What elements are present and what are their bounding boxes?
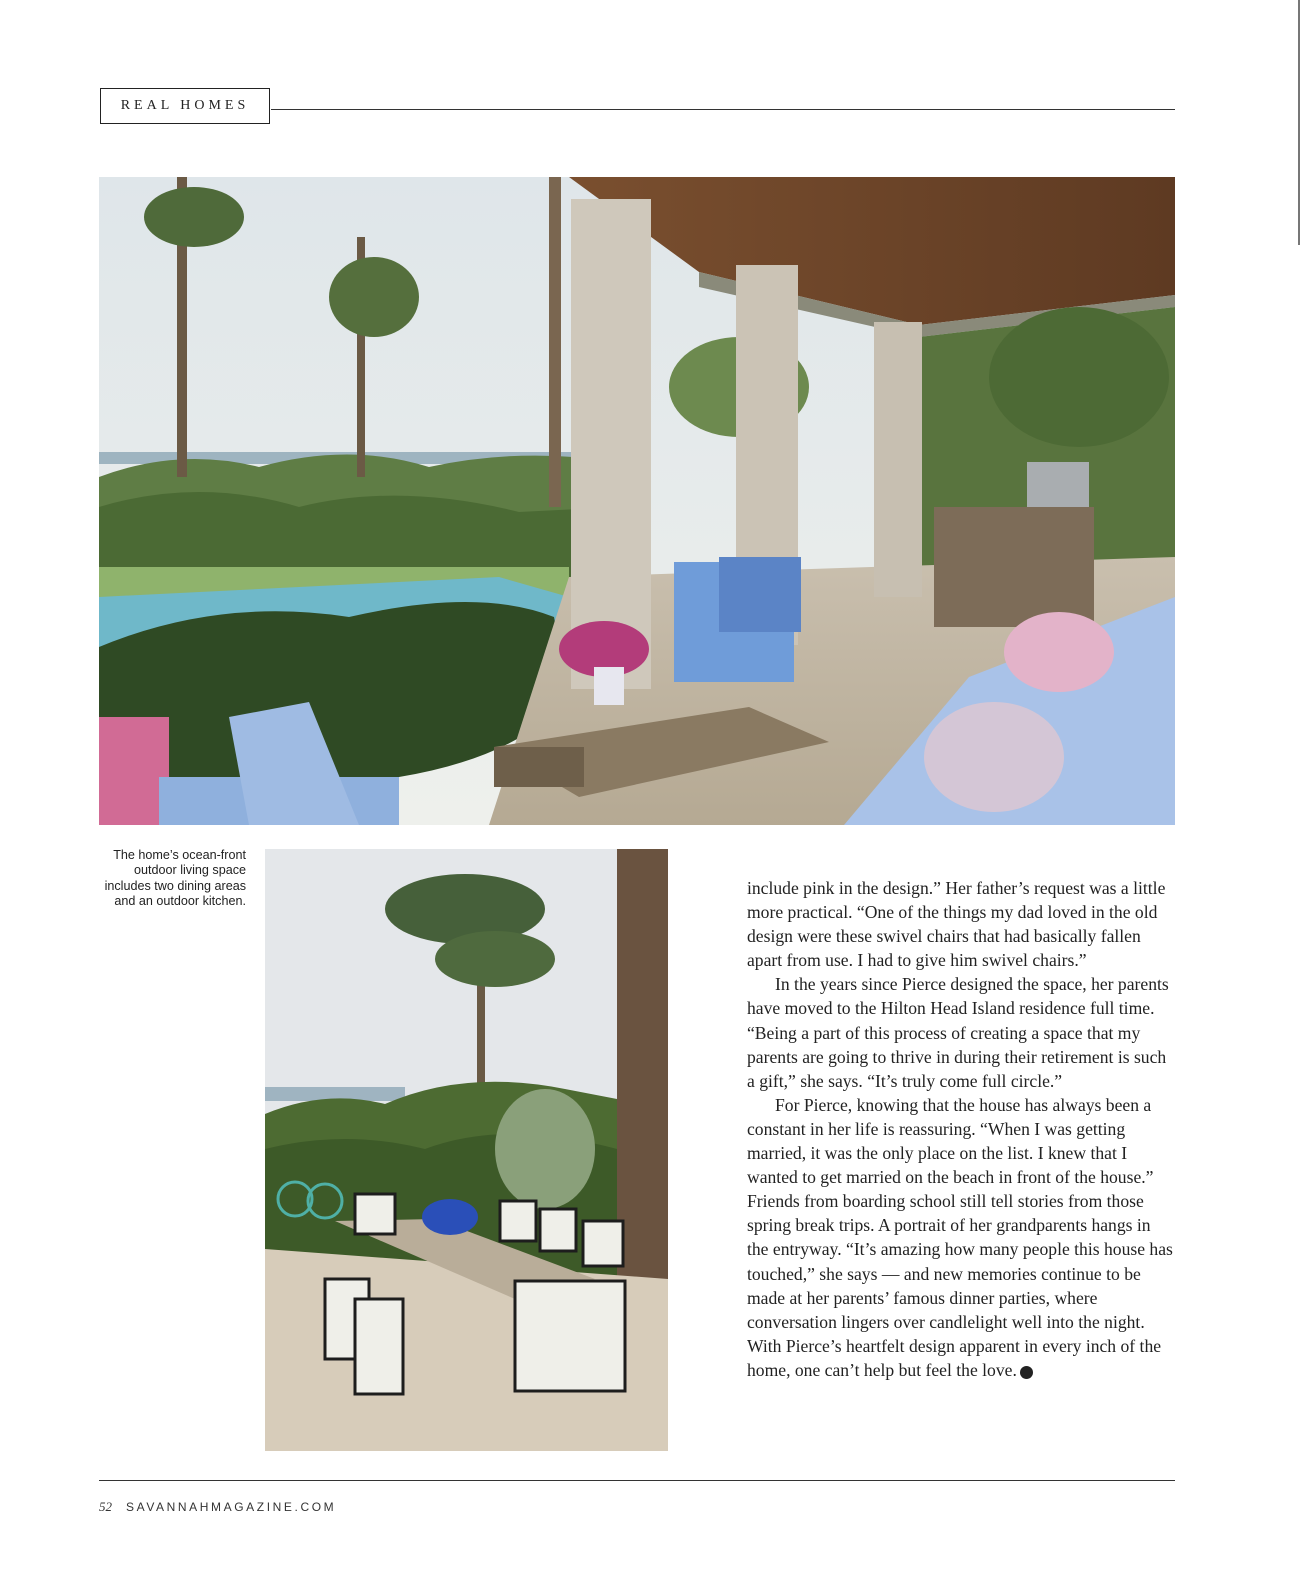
footer-site: SAVANNAHMAGAZINE.COM bbox=[126, 1500, 337, 1514]
header-rule bbox=[271, 109, 1175, 110]
page-number: 52 bbox=[99, 1499, 112, 1514]
footer-rule bbox=[99, 1480, 1175, 1481]
page-footer bbox=[99, 1499, 336, 1515]
article-paragraph-3 bbox=[747, 1093, 1175, 1382]
article-body bbox=[747, 876, 1175, 1382]
article-paragraph-3-text: For Pierce, knowing that the house has always been a constant in her life is reassuring. “When I was getting married, it was the only place on the list. I knew that I wanted to get married on the beach in front of the house.” Friends from boarding school still tell stories from those spring break trips. A portrait of her grandparents hangs in the entryway. “It’s amazing how many people this house has touched,” she says — and new memories continue to be made at her parents’ famous dinner parties, where conversation lingers over candlelight well into the night. With Pierce’s heartfelt design apparent in every inch of the home, one can’t help but feel the love. bbox=[747, 1094, 1173, 1380]
article-paragraph-2: In the years since Pierce designed the space, her parents have moved to the Hilton Head Island residence full time. “Being a part of this process of creating a space that my parents are going to thrive in during their retirement is such a gift,” she says. “It’s truly come full circle.” bbox=[747, 974, 1169, 1091]
end-mark-icon: S bbox=[1020, 1366, 1033, 1379]
hero-photo bbox=[99, 177, 1175, 825]
dining-photo bbox=[265, 849, 668, 1451]
hero-photo-illustration bbox=[99, 177, 1175, 825]
article-paragraph-1: include pink in the design.” Her father’s request was a little more practical. “One of the things my dad loved in the old design were these swivel chairs that had basically fallen apart from use. I had to give him swivel chairs.” bbox=[747, 878, 1166, 971]
photo-caption: The home’s ocean-front outdoor living space includes two dining areas and an outdoor kitchen. bbox=[104, 848, 246, 909]
dining-photo-illustration bbox=[265, 849, 668, 1451]
section-label: REAL HOMES bbox=[100, 88, 270, 124]
